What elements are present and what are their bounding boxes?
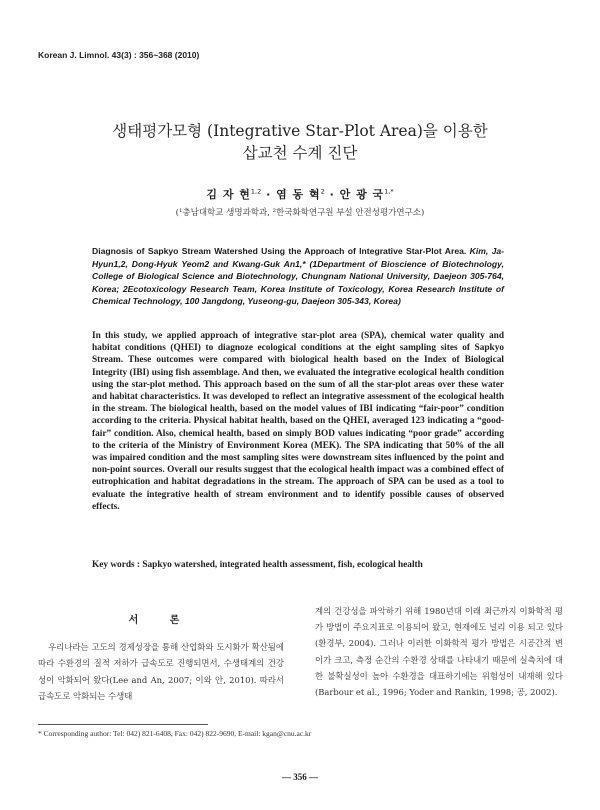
title-line-2: 삽교천 수계 진단	[242, 144, 358, 162]
intro-paragraph-left: 우리나라는 고도의 경제성장을 통해 산업화와 도시화가 확산됨에 따라 수환경의 질적 저하가 급속도로 진행되면서, 수생태계의 건강성이 악화되어 왔다(Lee and An, 2007; 이와 안, 2010). 따라서 급속도로 악화되는 수생태	[38, 642, 284, 701]
author-3-sup: 1,*	[384, 187, 394, 196]
author-2-sup: 2	[320, 187, 325, 196]
corresponding-author-footnote: * Corresponding author: Tel: 042) 821-6408, Fax: 042) 822-9690, E-mail: kgan@cnu.ac.kr	[38, 729, 312, 738]
author-2-name: 염 동 혁	[276, 188, 321, 201]
author-3-name: 안 광 국	[339, 188, 385, 201]
author-list	[60, 186, 540, 202]
author-1-sup: 1,2	[250, 187, 262, 196]
english-header	[92, 245, 504, 308]
abstract: In this study, we applied approach of integrative star-plot area (SPA), chemical water quality and habitat conditions (QHEI) to diagnoze ecological conditions at the eight sampling sites of Sapkyo Stream. These outcomes were compared with biological health based on the Index of Biological Integrity (IBI) using fish assemblage. And then, we evaluated the integrative ecological health condition using the star-plot method. This approach based on the sum of all the star-plot areas over these water and habitat characteristics. It was developed to reflect an integrative assessment of the ecological health in the stream. The biological health, based on the model values of IBI indicating “fair-poor” condition according to the criteria. Physical habitat health, based on the QHEI, averaged 123 indicating a “good-fair” condition. Also, chemical health, based on simply BOD values indicating “poor grade” according to the criteria of the Ministry of Environment Korea (MEK). The SPA indicating that 50% of the all was impaired condition and the most sampling sites were downstream sites influenced by the point and non-point sources. Overall our results suggest that the ecological health impact was a combined effect of eutrophication and habitat degradations in the stream. The approach of SPA can be used as a tool to evaluate the integrative health of stream environment and to identify possible causes of observed effects.	[92, 331, 504, 512]
body-column-left	[38, 613, 284, 704]
intro-paragraph-right: 계의 건강성을 파악하기 위해 1980년대 이래 최근까지 이화학적 평가 방법이 주요지표로 이용되어 왔고, 현재에도 널리 이용 되고 있다(환경부, 2004). 그러나 이러한 이화학적 평가 방법은 시공간적 변이가 크고, 측정 순간의 수환경 상태를 나타내기 때문에 실측치에 대한 불확실성이 높아 수환경을 대표하기에는 위험성이 내재해 있다(Barbour et al., 1996; Yoder and Rankin, 1998; 공, 2002).	[315, 606, 563, 698]
body-column-right	[315, 603, 563, 700]
section-heading-introduction: 서 론	[128, 615, 194, 626]
author-1-name: 김 자 현	[206, 188, 251, 201]
author-separator: ·	[324, 188, 340, 201]
affiliation-korean: (¹충남대학교 생명과학과, ²한국화학연구원 부설 안전성평가연구소)	[175, 208, 425, 218]
paper-title	[60, 120, 540, 164]
page-number: — 356 —	[282, 772, 318, 782]
title-line-1: 생태평가모형 (Integrative Star-Plot Area)을 이용한	[112, 122, 488, 140]
journal-citation: Korean J. Limnol. 43(3) : 356~368 (2010)	[38, 50, 200, 60]
footnote-divider	[38, 724, 208, 725]
keywords: Key words : Sapkyo watershed, integrated health assessment, fish, ecological health	[92, 560, 423, 570]
english-authors-affiliation: Kim, Ja-Hyun1,2, Dong-Hyuk Yeom2 and Kwang-Guk An1,* (1Department of Bioscience of Biotechnology, College of Biological Science and Biotechnology, Chungnam National University, Daejeon 305-764, Korea; 2Ecotoxicology Research Team, Korea Institute of Toxicology, Korea Research Institute of Chemical Technology, 100 Jangdong, Yuseong-gu, Daejeon 305-343, Korea)	[92, 246, 505, 306]
english-title: Diagnosis of Sapkyo Stream Watershed Using the Approach of Integrative Star-Plot Area.	[92, 246, 467, 256]
author-separator: ·	[261, 188, 277, 201]
